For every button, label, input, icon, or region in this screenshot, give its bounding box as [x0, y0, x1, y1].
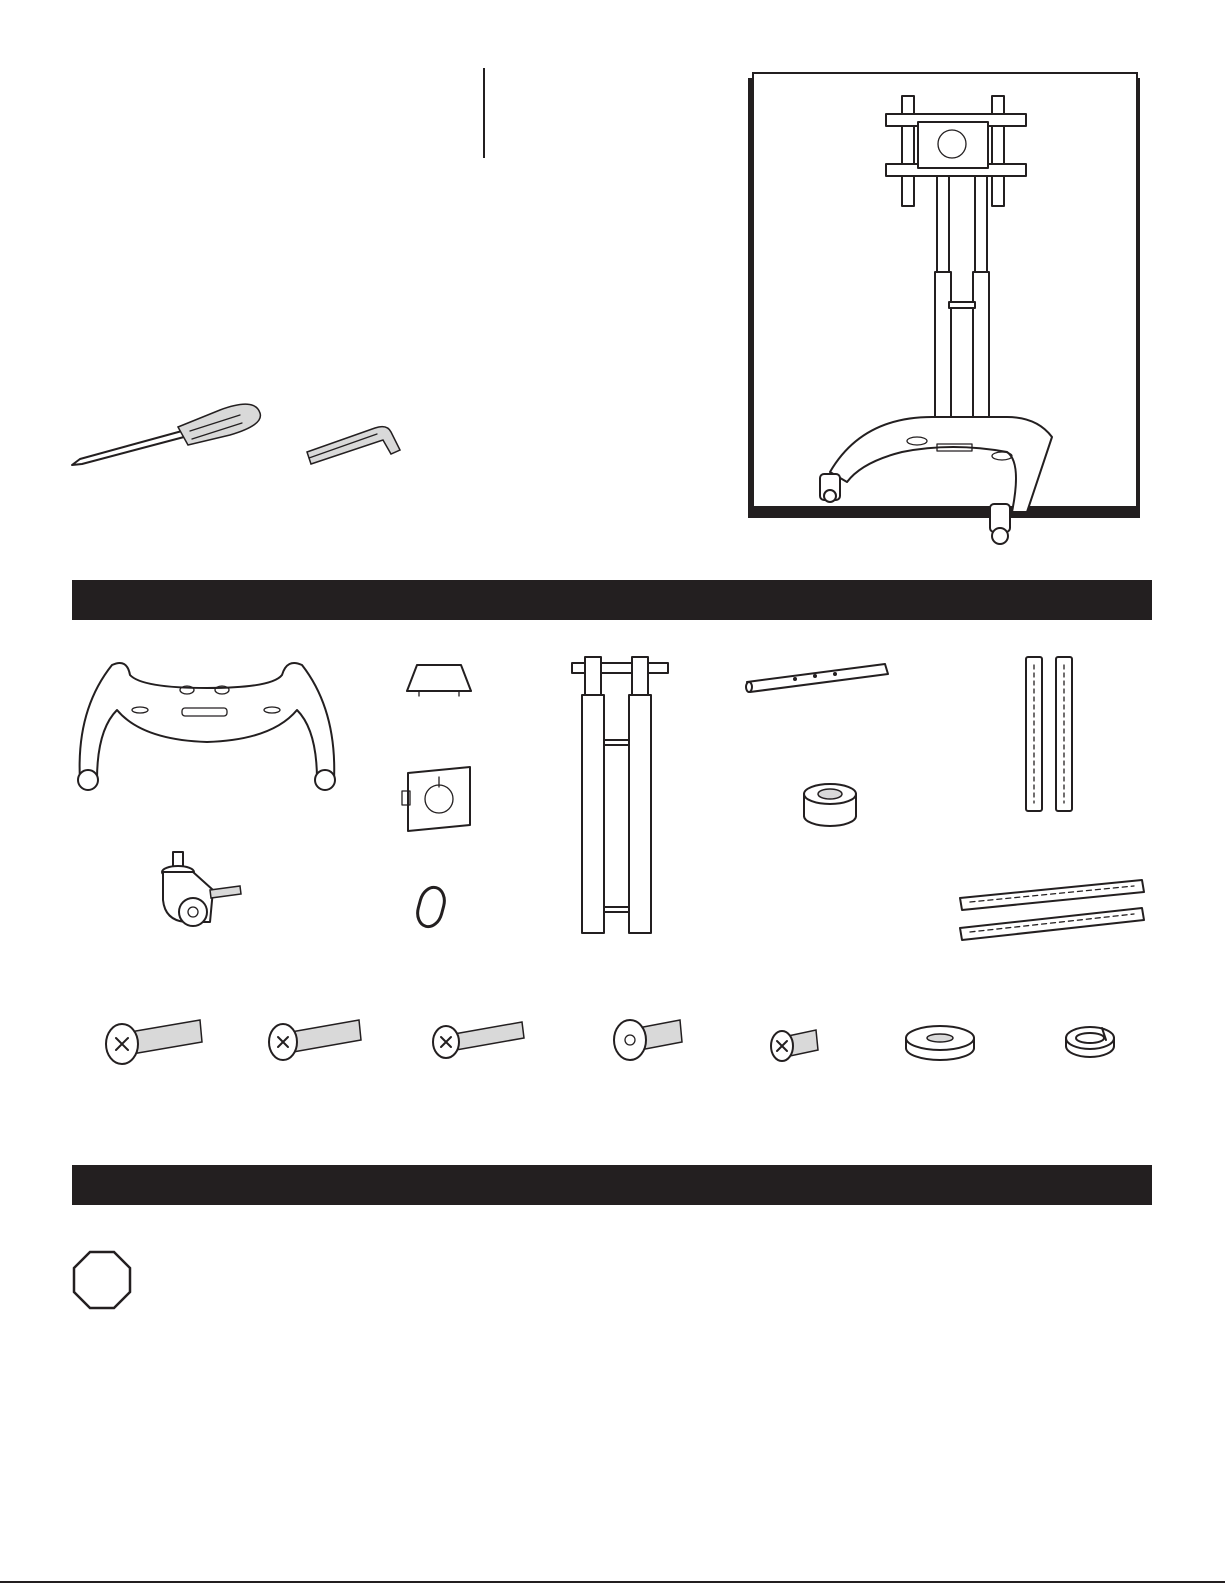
- bolt-long-icon: [102, 1014, 207, 1069]
- bolt-round-head-icon: [610, 1014, 690, 1069]
- horizontal-rails-icon: [958, 878, 1148, 943]
- section-bar-2: [72, 1165, 1152, 1205]
- bolt-thin-icon: [430, 1016, 535, 1066]
- tv-cart-stand-illustration: [752, 72, 1152, 552]
- section-bar-1: [72, 580, 1152, 620]
- lock-washer-icon: [1062, 1024, 1122, 1064]
- header-divider: [483, 68, 485, 158]
- cross-tube-icon: [745, 660, 895, 695]
- upright-columns-icon: [570, 655, 670, 940]
- screwdriver-icon: [70, 395, 270, 475]
- flat-washer-icon: [902, 1024, 982, 1064]
- bolt-medium-icon: [265, 1014, 370, 1069]
- hex-key-icon: [305, 420, 405, 470]
- base-frame-icon: [72, 650, 342, 800]
- stop-octagon-icon: [72, 1250, 132, 1310]
- vertical-rails-icon: [1022, 655, 1082, 815]
- bolt-short-icon: [768, 1022, 828, 1067]
- mounting-plate-icon: [400, 765, 480, 835]
- cable-tie-icon: [413, 883, 453, 933]
- spacer-ring-icon: [800, 780, 860, 830]
- page-bottom-rule: [0, 1581, 1225, 1583]
- cap-cover-icon: [405, 663, 475, 698]
- caster-wheel-icon: [155, 850, 250, 935]
